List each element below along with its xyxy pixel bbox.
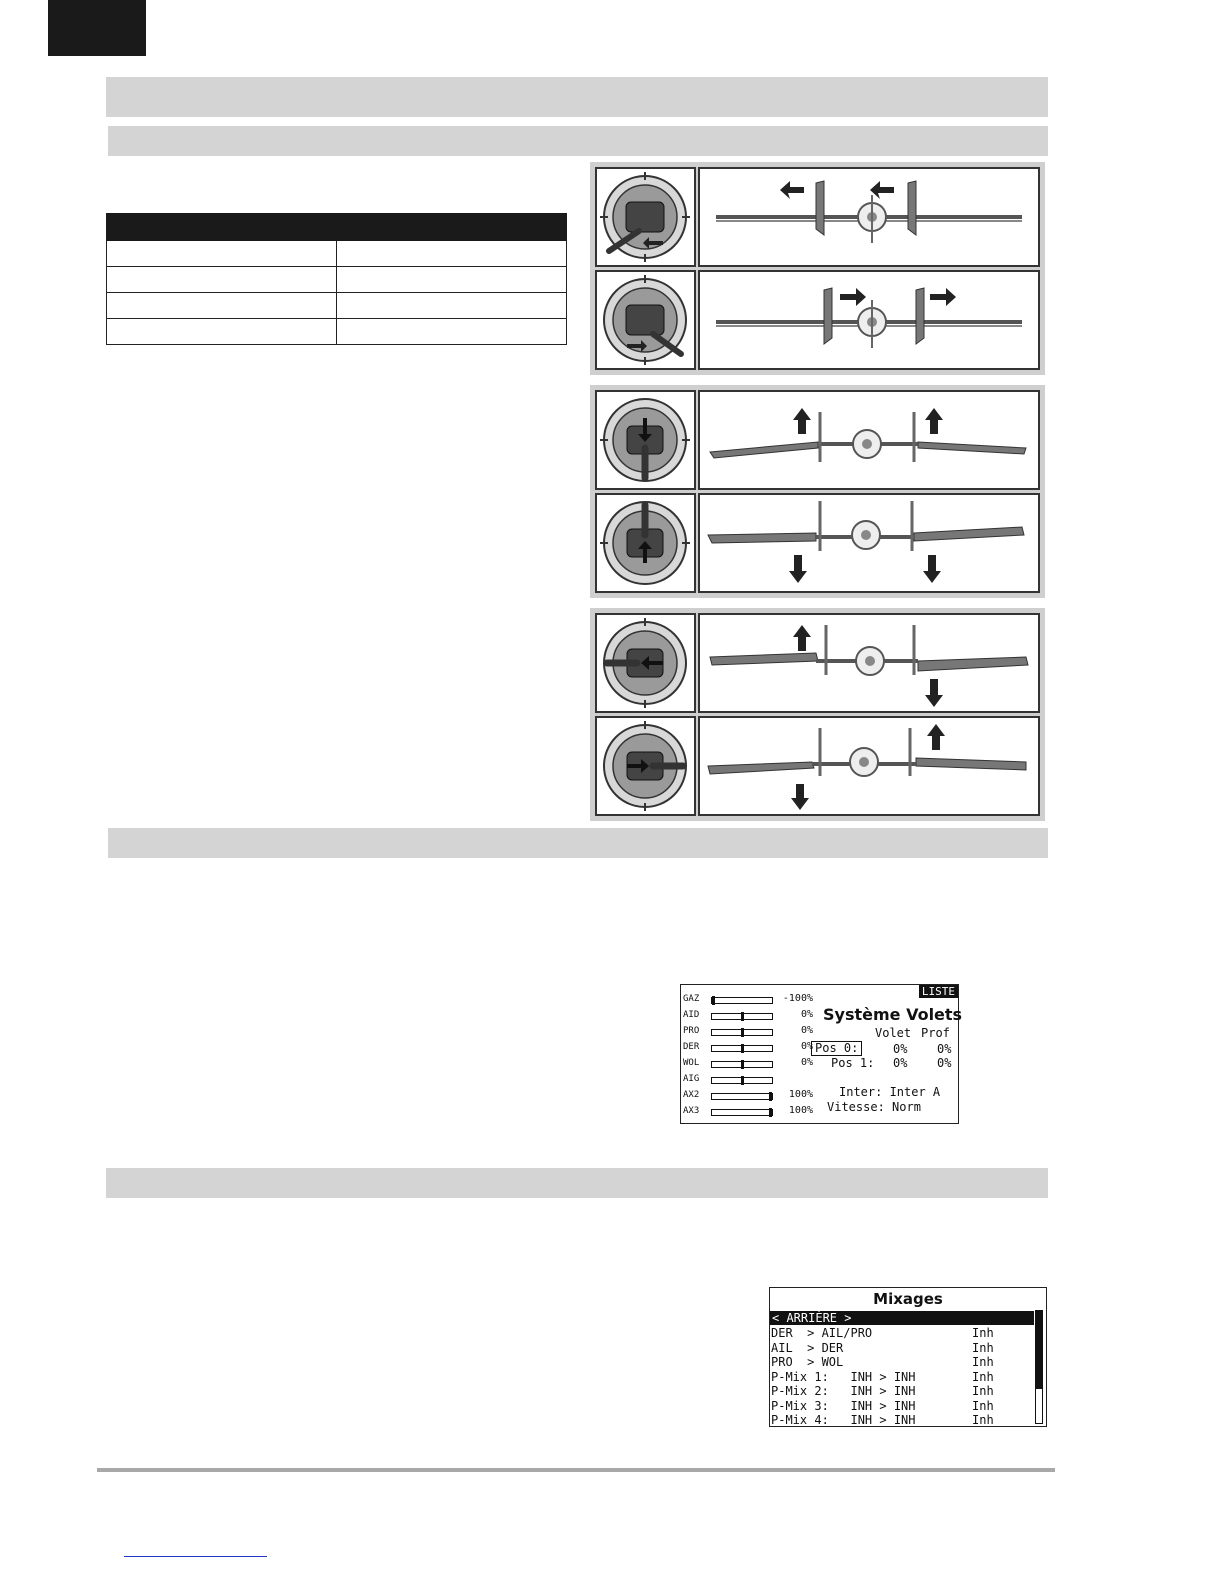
channel-bar-indicator (741, 1044, 744, 1053)
channel-value: 0% (800, 1025, 813, 1036)
stick-panel (595, 716, 696, 816)
channel-bar-indicator (741, 1060, 744, 1069)
channel-value: -100% (782, 993, 813, 1004)
channel-name: AID (683, 1010, 700, 1020)
airplane-front-icon (700, 272, 1038, 368)
mix-row[interactable] (770, 1355, 1032, 1369)
channel-bar (711, 1061, 773, 1068)
stick-panel (595, 270, 696, 370)
channel-bar (711, 1093, 773, 1100)
pos0-volet[interactable]: 0% (893, 1042, 908, 1056)
airplane-panel (698, 493, 1040, 593)
aileron-figure-group (590, 608, 1045, 821)
arrow-icon (925, 679, 943, 707)
channel-bar-indicator (712, 996, 715, 1005)
switch-setting[interactable]: Inter: Inter A (839, 1085, 941, 1099)
pos1-label[interactable]: Pos 1: (831, 1056, 875, 1070)
channel-value: 100% (788, 1089, 813, 1100)
speed-setting[interactable]: Vitesse: Norm (827, 1100, 921, 1114)
channel-row (683, 1025, 813, 1039)
arrow-icon (793, 625, 811, 651)
channel-name: WOL (683, 1058, 700, 1068)
arrow-icon (930, 288, 956, 306)
channel-row (683, 1041, 813, 1055)
table-header-row (107, 214, 567, 241)
pos1-prof[interactable]: 0% (937, 1056, 952, 1070)
transmitter-stick-icon (597, 272, 694, 368)
table-row (107, 267, 567, 293)
scrollbar[interactable] (1035, 1310, 1043, 1424)
transmitter-stick-icon (597, 495, 694, 591)
screen-title: Système Volets (823, 1005, 963, 1024)
arrow-icon (780, 181, 804, 199)
list-badge[interactable]: LISTE (919, 985, 958, 998)
col-header-volet: Volet (875, 1026, 912, 1040)
scrollbar-thumb[interactable] (1036, 1311, 1042, 1389)
mix-row[interactable] (770, 1399, 1032, 1413)
mix-status: Inh (972, 1384, 994, 1398)
mix-label: AIL > DER (771, 1340, 844, 1355)
pos0-label[interactable]: Pos 0: (811, 1041, 862, 1056)
channel-bar-indicator (741, 1076, 744, 1085)
mix-label: P-Mix 4: INH > INH (771, 1413, 916, 1427)
arrow-icon (791, 784, 809, 810)
arrow-icon (789, 555, 807, 583)
airplane-front-icon (700, 169, 1038, 265)
channel-bar (711, 1013, 773, 1020)
section-header-band (106, 1168, 1048, 1198)
mix-label: DER > AIL/PRO (771, 1326, 873, 1340)
channel-bar-indicator (741, 1028, 744, 1037)
mix-status: Inh (972, 1340, 994, 1355)
pos1-volet[interactable]: 0% (893, 1056, 908, 1070)
airplane-front-icon (700, 615, 1038, 711)
subsection-header-band (108, 126, 1048, 156)
rudder-figure-group (590, 162, 1045, 375)
channel-bar (711, 1029, 773, 1036)
mix-label: PRO > WOL (771, 1355, 844, 1369)
channel-row (683, 1073, 813, 1087)
mix-status: Inh (972, 1398, 994, 1413)
stick-panel (595, 613, 696, 713)
channel-value: 0% (800, 1057, 813, 1068)
control-table (106, 213, 567, 345)
airplane-panel (698, 613, 1040, 713)
channel-row (683, 1105, 813, 1119)
table-row (107, 241, 567, 267)
transmitter-stick-icon (597, 615, 694, 711)
airplane-panel (698, 390, 1040, 490)
elevator-figure-group (590, 385, 1045, 598)
channel-name: AIG (683, 1074, 700, 1084)
airplane-front-icon (700, 495, 1038, 591)
transmitter-stick-icon (597, 718, 694, 814)
mix-status: Inh (972, 1413, 994, 1427)
pos0-prof[interactable]: 0% (937, 1042, 952, 1056)
channel-name: GAZ (683, 994, 700, 1004)
back-menu-item[interactable]: < ARRIÈRE > (770, 1311, 1034, 1325)
arrow-icon (927, 724, 945, 750)
airplane-panel (698, 270, 1040, 370)
channel-name: AX3 (683, 1106, 700, 1116)
section-header-band (106, 77, 1048, 117)
mixing-screen (769, 1287, 1047, 1427)
channel-value: 100% (788, 1105, 813, 1116)
mix-status: Inh (972, 1355, 994, 1369)
channel-name: AX2 (683, 1090, 700, 1100)
transmitter-stick-icon (597, 169, 694, 265)
channel-bar (711, 1077, 773, 1084)
table-row (107, 319, 567, 345)
col-header-prof: Prof (921, 1026, 950, 1040)
stick-panel (595, 493, 696, 593)
arrow-icon (840, 288, 866, 306)
mix-label: P-Mix 2: INH > INH (771, 1384, 916, 1398)
channel-bar (711, 1045, 773, 1052)
channel-bar (711, 997, 773, 1004)
airplane-panel (698, 716, 1040, 816)
channel-bar (711, 1109, 773, 1116)
footer-rule (97, 1468, 1055, 1472)
channel-bar-indicator (769, 1092, 772, 1101)
channel-value: 0% (800, 1041, 813, 1052)
channel-name: PRO (683, 1026, 700, 1036)
arrow-icon (925, 408, 943, 434)
airplane-front-icon (700, 718, 1038, 814)
channel-bar-indicator (741, 1012, 744, 1021)
channel-row (683, 1089, 813, 1103)
mix-status: Inh (972, 1326, 994, 1340)
arrow-icon (870, 181, 894, 199)
section-tab-marker (48, 0, 146, 56)
channel-row (683, 1009, 813, 1023)
channel-row (683, 1057, 813, 1071)
airplane-front-icon (700, 392, 1038, 488)
mix-row[interactable] (770, 1326, 1032, 1340)
mix-row[interactable] (770, 1413, 1032, 1427)
section-header-band (108, 828, 1048, 858)
channel-name: DER (683, 1042, 700, 1052)
mix-label: P-Mix 1: INH > INH (771, 1369, 916, 1384)
airplane-panel (698, 167, 1040, 267)
footer-link-underline[interactable] (124, 1556, 267, 1557)
table-row (107, 293, 567, 319)
transmitter-stick-icon (597, 392, 694, 488)
arrow-icon (793, 408, 811, 434)
mix-label: P-Mix 3: INH > INH (771, 1398, 916, 1413)
screen-title: Mixages (873, 1290, 943, 1308)
stick-panel (595, 167, 696, 267)
mix-status: Inh (972, 1369, 994, 1384)
stick-panel (595, 390, 696, 490)
channel-row (683, 993, 813, 1007)
channel-bar-indicator (769, 1108, 772, 1117)
flap-system-screen (680, 984, 963, 1124)
mix-row[interactable] (770, 1370, 1032, 1384)
channel-value: 0% (800, 1009, 813, 1020)
arrow-icon (923, 555, 941, 583)
mix-row[interactable] (770, 1384, 1032, 1398)
mix-row[interactable] (770, 1341, 1032, 1355)
